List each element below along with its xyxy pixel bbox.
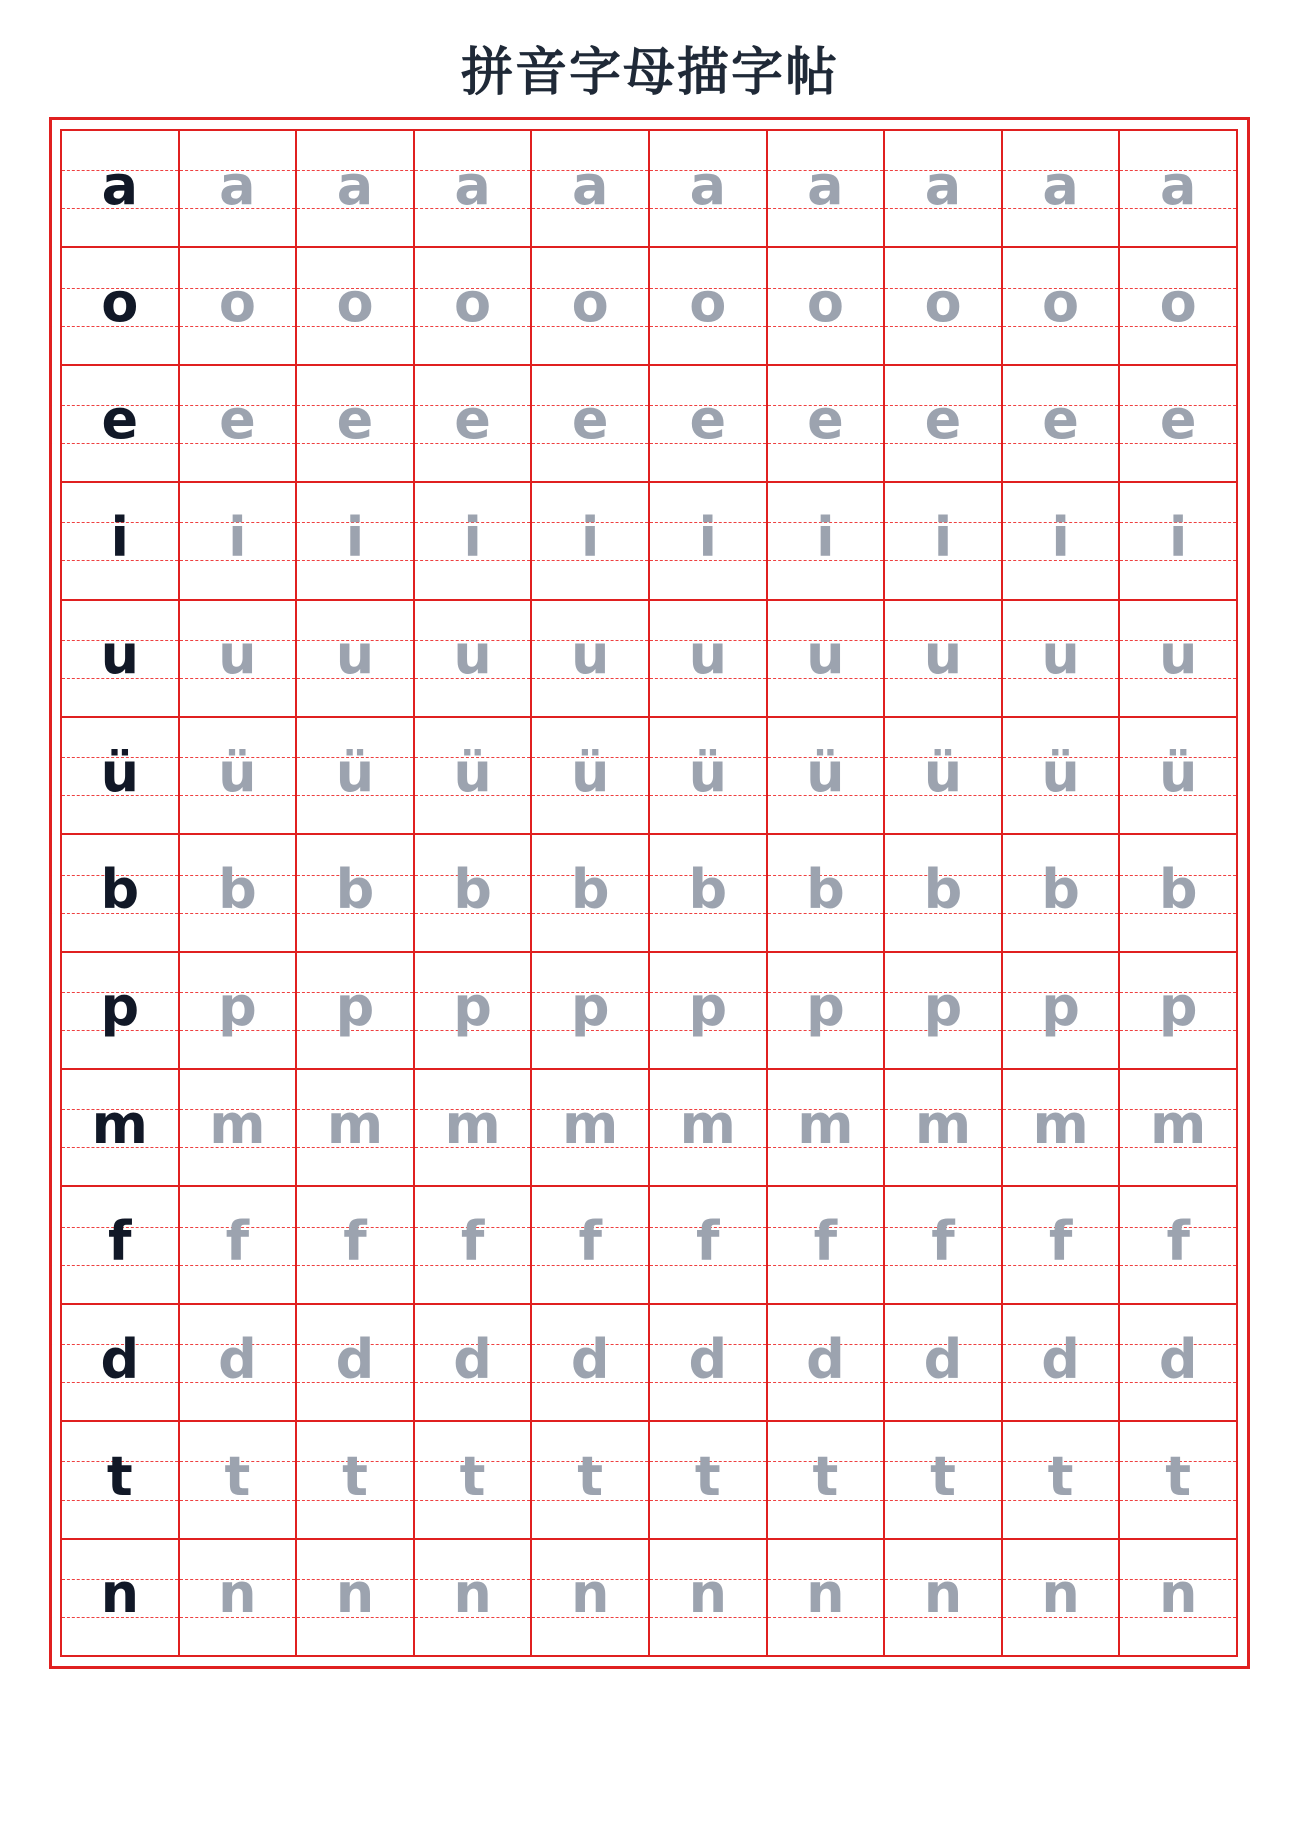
trace-letter: t bbox=[1165, 1444, 1192, 1508]
trace-cell bbox=[180, 1305, 298, 1422]
model-letter: m bbox=[91, 1092, 148, 1156]
model-letter: e bbox=[101, 388, 139, 452]
trace-letter: u bbox=[218, 623, 257, 687]
trace-letter: b bbox=[688, 857, 728, 921]
trace-letter: u bbox=[923, 623, 963, 687]
trace-cell bbox=[532, 718, 650, 835]
trace-letter: b bbox=[806, 857, 845, 921]
trace-letter: n bbox=[688, 1562, 728, 1626]
trace-cell bbox=[297, 1070, 415, 1187]
trace-cell bbox=[532, 601, 650, 718]
trace-letter: ü bbox=[1158, 740, 1198, 804]
trace-cell bbox=[885, 1070, 1003, 1187]
trace-letter: b bbox=[570, 857, 610, 921]
trace-cell bbox=[1003, 601, 1121, 718]
trace-cell bbox=[650, 1305, 768, 1422]
trace-letter: o bbox=[1042, 271, 1080, 335]
trace-letter: d bbox=[218, 1327, 257, 1391]
trace-letter: d bbox=[806, 1327, 845, 1391]
trace-cell bbox=[885, 953, 1003, 1070]
trace-cell bbox=[1120, 1305, 1238, 1422]
trace-letter: i bbox=[228, 505, 247, 569]
trace-cell bbox=[885, 601, 1003, 718]
trace-letter: d bbox=[335, 1327, 375, 1391]
trace-letter: p bbox=[688, 975, 728, 1039]
trace-cell bbox=[180, 835, 298, 952]
trace-cell bbox=[532, 248, 650, 365]
trace-cell bbox=[180, 953, 298, 1070]
model-letter: a bbox=[101, 153, 139, 217]
trace-letter: d bbox=[923, 1327, 963, 1391]
model-letter: u bbox=[100, 623, 140, 687]
trace-cell bbox=[768, 1187, 886, 1304]
model-letter: b bbox=[100, 857, 140, 921]
trace-cell bbox=[415, 1305, 533, 1422]
trace-letter: f bbox=[578, 1210, 602, 1274]
trace-letter: o bbox=[806, 271, 844, 335]
trace-letter: e bbox=[1159, 388, 1197, 452]
trace-cell bbox=[1003, 1187, 1121, 1304]
trace-letter: d bbox=[453, 1327, 492, 1391]
trace-cell bbox=[885, 248, 1003, 365]
trace-cell bbox=[415, 483, 533, 600]
trace-cell bbox=[1003, 483, 1121, 600]
trace-letter: m bbox=[444, 1092, 501, 1156]
trace-letter: a bbox=[924, 153, 962, 217]
trace-cell bbox=[1120, 953, 1238, 1070]
trace-cell bbox=[885, 1187, 1003, 1304]
trace-cell bbox=[1120, 1540, 1238, 1657]
trace-cell bbox=[415, 1540, 533, 1657]
model-cell bbox=[62, 483, 180, 600]
trace-cell bbox=[415, 718, 533, 835]
trace-cell bbox=[885, 366, 1003, 483]
trace-letter: n bbox=[923, 1562, 963, 1626]
trace-cell bbox=[415, 1070, 533, 1187]
trace-letter: ü bbox=[218, 740, 257, 804]
trace-letter: a bbox=[454, 153, 491, 217]
trace-letter: ü bbox=[453, 740, 492, 804]
trace-letter: o bbox=[336, 271, 374, 335]
trace-letter: d bbox=[570, 1327, 610, 1391]
trace-cell bbox=[1120, 1187, 1238, 1304]
trace-cell bbox=[532, 366, 650, 483]
trace-letter: a bbox=[807, 153, 844, 217]
model-cell bbox=[62, 835, 180, 952]
trace-cell bbox=[180, 483, 298, 600]
trace-letter: t bbox=[459, 1444, 486, 1508]
trace-cell bbox=[650, 835, 768, 952]
trace-letter: a bbox=[336, 153, 374, 217]
trace-letter: d bbox=[688, 1327, 728, 1391]
trace-letter: ü bbox=[806, 740, 845, 804]
trace-cell bbox=[1120, 366, 1238, 483]
trace-letter: o bbox=[218, 271, 256, 335]
trace-letter: m bbox=[679, 1092, 736, 1156]
trace-letter: u bbox=[688, 623, 728, 687]
trace-letter: u bbox=[335, 623, 375, 687]
trace-cell bbox=[180, 718, 298, 835]
trace-cell bbox=[415, 953, 533, 1070]
model-cell bbox=[62, 1540, 180, 1657]
trace-cell bbox=[885, 835, 1003, 952]
trace-cell bbox=[768, 953, 886, 1070]
trace-cell bbox=[650, 131, 768, 248]
trace-cell bbox=[650, 601, 768, 718]
trace-cell bbox=[1003, 366, 1121, 483]
trace-letter: ü bbox=[688, 740, 728, 804]
trace-cell bbox=[415, 131, 533, 248]
trace-cell bbox=[1003, 1305, 1121, 1422]
trace-letter: e bbox=[454, 388, 491, 452]
trace-cell bbox=[297, 601, 415, 718]
trace-cell bbox=[768, 601, 886, 718]
trace-cell bbox=[650, 1540, 768, 1657]
trace-cell bbox=[768, 835, 886, 952]
trace-letter: m bbox=[914, 1092, 972, 1156]
trace-cell bbox=[297, 483, 415, 600]
trace-cell bbox=[768, 1422, 886, 1539]
trace-letter: f bbox=[1048, 1210, 1073, 1274]
trace-cell bbox=[885, 483, 1003, 600]
trace-letter: u bbox=[806, 623, 845, 687]
trace-cell bbox=[532, 835, 650, 952]
trace-cell bbox=[415, 366, 533, 483]
trace-letter: m bbox=[562, 1092, 619, 1156]
trace-cell bbox=[1003, 953, 1121, 1070]
trace-cell bbox=[1003, 835, 1121, 952]
trace-cell bbox=[650, 483, 768, 600]
trace-letter: o bbox=[689, 271, 727, 335]
trace-cell bbox=[1120, 718, 1238, 835]
trace-cell bbox=[532, 1305, 650, 1422]
trace-letter: p bbox=[570, 975, 610, 1039]
trace-letter: p bbox=[923, 975, 963, 1039]
trace-cell bbox=[297, 366, 415, 483]
trace-letter: i bbox=[463, 505, 482, 569]
trace-cell bbox=[532, 1070, 650, 1187]
trace-cell bbox=[1003, 248, 1121, 365]
trace-letter: p bbox=[453, 975, 492, 1039]
trace-letter: n bbox=[335, 1562, 375, 1626]
trace-letter: p bbox=[1041, 975, 1080, 1039]
trace-cell bbox=[1120, 131, 1238, 248]
trace-letter: t bbox=[694, 1444, 721, 1508]
trace-letter: n bbox=[1041, 1562, 1080, 1626]
trace-letter: t bbox=[1047, 1444, 1074, 1508]
trace-letter: i bbox=[580, 505, 600, 569]
trace-letter: t bbox=[930, 1444, 956, 1508]
model-letter: ü bbox=[100, 740, 140, 804]
trace-cell bbox=[768, 366, 886, 483]
trace-cell bbox=[650, 1422, 768, 1539]
trace-letter: b bbox=[1158, 857, 1198, 921]
trace-letter: e bbox=[807, 388, 844, 452]
trace-letter: m bbox=[797, 1092, 854, 1156]
trace-letter: ü bbox=[335, 740, 375, 804]
trace-cell bbox=[532, 1187, 650, 1304]
trace-letter: b bbox=[335, 857, 375, 921]
trace-cell bbox=[768, 131, 886, 248]
trace-letter: n bbox=[806, 1562, 845, 1626]
trace-letter: m bbox=[1032, 1092, 1089, 1156]
trace-letter: n bbox=[218, 1562, 257, 1626]
trace-letter: u bbox=[1041, 623, 1080, 687]
trace-cell bbox=[297, 1305, 415, 1422]
trace-letter: e bbox=[689, 388, 727, 452]
trace-cell bbox=[885, 1305, 1003, 1422]
trace-cell bbox=[415, 1422, 533, 1539]
trace-cell bbox=[885, 131, 1003, 248]
trace-cell bbox=[297, 718, 415, 835]
trace-cell bbox=[532, 1540, 650, 1657]
trace-letter: p bbox=[806, 975, 845, 1039]
trace-letter: t bbox=[812, 1444, 839, 1508]
trace-letter: d bbox=[1158, 1327, 1198, 1391]
trace-letter: b bbox=[218, 857, 257, 921]
trace-cell bbox=[885, 1540, 1003, 1657]
trace-cell bbox=[415, 601, 533, 718]
trace-cell bbox=[180, 1422, 298, 1539]
trace-letter: f bbox=[696, 1210, 720, 1274]
trace-letter: m bbox=[209, 1092, 266, 1156]
trace-letter: e bbox=[336, 388, 374, 452]
trace-letter: i bbox=[1051, 505, 1070, 569]
trace-cell bbox=[1120, 248, 1238, 365]
trace-cell bbox=[768, 248, 886, 365]
trace-letter: t bbox=[577, 1444, 604, 1508]
trace-letter: u bbox=[1158, 623, 1198, 687]
model-cell bbox=[62, 1070, 180, 1187]
trace-letter: o bbox=[1159, 271, 1197, 335]
trace-letter: e bbox=[924, 388, 962, 452]
trace-letter: n bbox=[1158, 1562, 1198, 1626]
trace-cell bbox=[180, 131, 298, 248]
model-cell bbox=[62, 718, 180, 835]
trace-letter: m bbox=[326, 1092, 384, 1156]
trace-cell bbox=[415, 835, 533, 952]
trace-cell bbox=[768, 1305, 886, 1422]
trace-letter: e bbox=[1042, 388, 1079, 452]
trace-cell bbox=[1120, 483, 1238, 600]
trace-cell bbox=[650, 248, 768, 365]
trace-cell bbox=[885, 718, 1003, 835]
trace-cell bbox=[180, 248, 298, 365]
model-cell bbox=[62, 1422, 180, 1539]
trace-letter: p bbox=[335, 975, 375, 1039]
trace-letter: b bbox=[453, 857, 492, 921]
trace-cell bbox=[415, 1187, 533, 1304]
trace-cell bbox=[1003, 1422, 1121, 1539]
trace-letter: b bbox=[923, 857, 963, 921]
trace-letter: p bbox=[1158, 975, 1198, 1039]
trace-letter: b bbox=[1041, 857, 1080, 921]
trace-letter: f bbox=[931, 1210, 955, 1274]
trace-letter: i bbox=[1168, 505, 1188, 569]
trace-letter: f bbox=[343, 1210, 367, 1274]
trace-cell bbox=[650, 1187, 768, 1304]
trace-letter: o bbox=[571, 271, 609, 335]
trace-letter: a bbox=[1042, 153, 1079, 217]
trace-cell bbox=[1003, 1070, 1121, 1187]
model-letter: p bbox=[100, 975, 140, 1039]
trace-cell bbox=[532, 953, 650, 1070]
trace-cell bbox=[768, 483, 886, 600]
trace-cell bbox=[297, 248, 415, 365]
trace-letter: o bbox=[924, 271, 962, 335]
trace-letter: e bbox=[219, 388, 256, 452]
trace-letter: f bbox=[460, 1210, 485, 1274]
trace-cell bbox=[532, 131, 650, 248]
trace-cell bbox=[1003, 1540, 1121, 1657]
trace-cell bbox=[297, 835, 415, 952]
trace-cell bbox=[297, 1540, 415, 1657]
trace-letter: p bbox=[218, 975, 257, 1039]
trace-cell bbox=[415, 248, 533, 365]
model-letter: d bbox=[100, 1327, 140, 1391]
trace-cell bbox=[180, 601, 298, 718]
trace-letter: n bbox=[570, 1562, 610, 1626]
trace-cell bbox=[885, 1422, 1003, 1539]
model-cell bbox=[62, 366, 180, 483]
trace-cell bbox=[768, 1070, 886, 1187]
trace-cell bbox=[297, 131, 415, 248]
trace-letter: ü bbox=[923, 740, 963, 804]
trace-letter: o bbox=[454, 271, 492, 335]
page-title: 拼音字母描字帖 bbox=[460, 43, 839, 103]
trace-letter: d bbox=[1041, 1327, 1080, 1391]
trace-letter: f bbox=[1166, 1210, 1190, 1274]
trace-cell bbox=[650, 718, 768, 835]
trace-cell bbox=[297, 953, 415, 1070]
practice-grid bbox=[60, 129, 1238, 1657]
trace-letter: i bbox=[345, 505, 365, 569]
trace-letter: m bbox=[1150, 1092, 1207, 1156]
trace-cell bbox=[1120, 835, 1238, 952]
trace-cell bbox=[532, 1422, 650, 1539]
model-letter: f bbox=[108, 1210, 132, 1274]
trace-letter: t bbox=[342, 1444, 368, 1508]
trace-letter: i bbox=[698, 505, 718, 569]
trace-letter: ü bbox=[570, 740, 610, 804]
model-cell bbox=[62, 953, 180, 1070]
trace-cell bbox=[180, 1070, 298, 1187]
trace-cell bbox=[1120, 1070, 1238, 1187]
model-letter: t bbox=[106, 1444, 133, 1508]
trace-letter: a bbox=[571, 153, 609, 217]
trace-letter: n bbox=[453, 1562, 492, 1626]
trace-cell bbox=[768, 1540, 886, 1657]
model-letter: n bbox=[100, 1562, 140, 1626]
model-cell bbox=[62, 1305, 180, 1422]
trace-letter: ü bbox=[1041, 740, 1080, 804]
trace-letter: i bbox=[816, 505, 835, 569]
model-cell bbox=[62, 248, 180, 365]
model-cell bbox=[62, 131, 180, 248]
trace-cell bbox=[1003, 131, 1121, 248]
trace-letter: e bbox=[571, 388, 609, 452]
trace-letter: f bbox=[813, 1210, 838, 1274]
trace-cell bbox=[768, 718, 886, 835]
trace-cell bbox=[180, 1540, 298, 1657]
trace-cell bbox=[1120, 1422, 1238, 1539]
model-letter: o bbox=[101, 271, 139, 335]
trace-cell bbox=[650, 1070, 768, 1187]
trace-cell bbox=[1120, 601, 1238, 718]
trace-cell bbox=[650, 366, 768, 483]
model-cell bbox=[62, 601, 180, 718]
trace-cell bbox=[297, 1422, 415, 1539]
model-letter: i bbox=[110, 505, 130, 569]
trace-cell bbox=[650, 953, 768, 1070]
trace-letter: f bbox=[225, 1210, 250, 1274]
trace-letter: t bbox=[224, 1444, 251, 1508]
trace-letter: u bbox=[570, 623, 610, 687]
trace-cell bbox=[532, 483, 650, 600]
trace-letter: a bbox=[1159, 153, 1197, 217]
trace-cell bbox=[297, 1187, 415, 1304]
trace-letter: u bbox=[453, 623, 492, 687]
trace-letter: a bbox=[219, 153, 256, 217]
trace-letter: a bbox=[689, 153, 727, 217]
trace-cell bbox=[180, 366, 298, 483]
model-cell bbox=[62, 1187, 180, 1304]
trace-letter: i bbox=[933, 505, 953, 569]
trace-cell bbox=[180, 1187, 298, 1304]
trace-cell bbox=[1003, 718, 1121, 835]
